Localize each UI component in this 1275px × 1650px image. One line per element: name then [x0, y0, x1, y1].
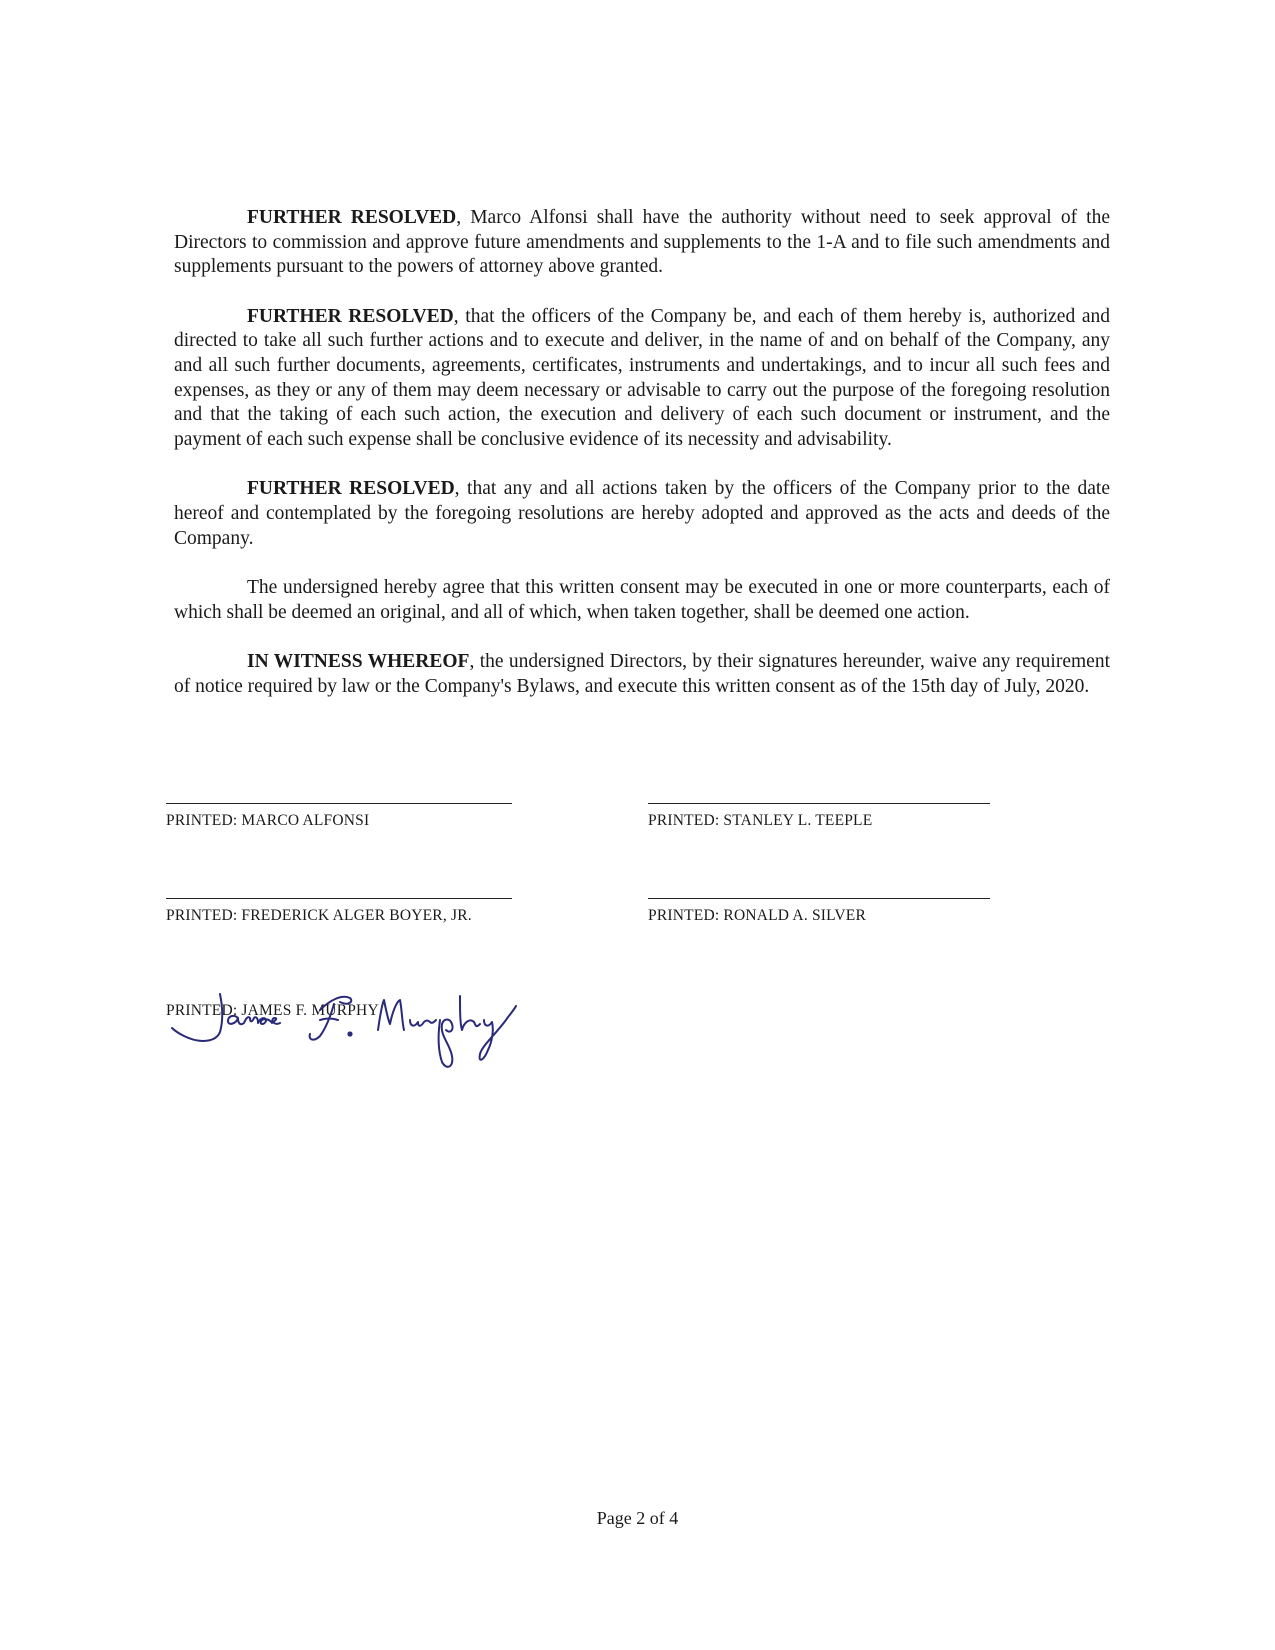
paragraph-1 [174, 206, 1110, 280]
printed-name: PRINTED: STANLEY L. TEEPLE [648, 812, 873, 829]
handwritten-signature [170, 990, 550, 1085]
resolution-body [174, 206, 1110, 725]
paragraph-lead: FURTHER RESOLVED [247, 207, 457, 228]
paragraph-lead: IN WITNESS WHEREOF [247, 651, 470, 673]
paragraph-text: , that the officers of the Company be, and each of them hereby is, authorized and directed to take all such further actions and to execute and deliver, in the name of and on behalf of the Company, any and all such further documents, agreements, certificates, instruments and undertakings, and to incur all such fees and expenses, as they or any of them may deem necessary or advisable to carry out the purpose of the foregoing resolution and that the taking of each such action, the execution and delivery of each such document or instrument, and the payment of each such expense shall be conclusive evidence of its necessity and advisability. [174, 305, 1110, 450]
signature-line [648, 898, 990, 899]
paragraph-text: The undersigned hereby agree that this written consent may be executed in one or more counterparts, each of which shall be deemed an original, and all of which, when taken together, shall be deemed one action. [174, 577, 1110, 623]
signature-line [166, 898, 512, 899]
paragraph-text: , that any and all actions taken by the officers of the Company prior to the date hereof and contemplated by the foregoing resolutions are hereby adopted and approved as the acts and deeds of the Company. [174, 478, 1110, 549]
paragraph-text: , Marco Alfonsi shall have the authority without need to seek approval of the Directors to commission and approve future amendments and supplements to the 1-A and to file such amendments and supplements pursuant to the powers of attorney above granted. [174, 207, 1110, 278]
printed-name: PRINTED: MARCO ALFONSI [166, 812, 370, 829]
printed-name: PRINTED: RONALD A. SILVER [648, 907, 866, 924]
paragraph-5 [174, 650, 1110, 699]
paragraph-text: , the undersigned Directors, by their signatures hereunder, waive any requirement of notice required by law or the Company's Bylaws, and execute this written consent as of the 15th day of July, 2020. [174, 651, 1110, 697]
paragraph-lead: FURTHER RESOLVED [247, 478, 455, 500]
signature-line [648, 803, 990, 804]
paragraph-2 [174, 305, 1110, 453]
paragraph-lead: FURTHER RESOLVED [247, 305, 454, 327]
printed-name: PRINTED: FREDERICK ALGER BOYER, JR. [166, 907, 472, 924]
printed-name: PRINTED: JAMES F. MURPHY [166, 1002, 379, 1019]
signature-block-marco [166, 803, 512, 830]
page-number: Page 2 of 4 [596, 1508, 679, 1528]
paragraph-3 [174, 477, 1110, 551]
signature-line [166, 803, 512, 804]
signature-block-frederick [166, 898, 512, 925]
signature-block-ronald [648, 898, 990, 925]
signature-block-stanley [648, 803, 990, 830]
paragraph-4 [174, 576, 1110, 625]
